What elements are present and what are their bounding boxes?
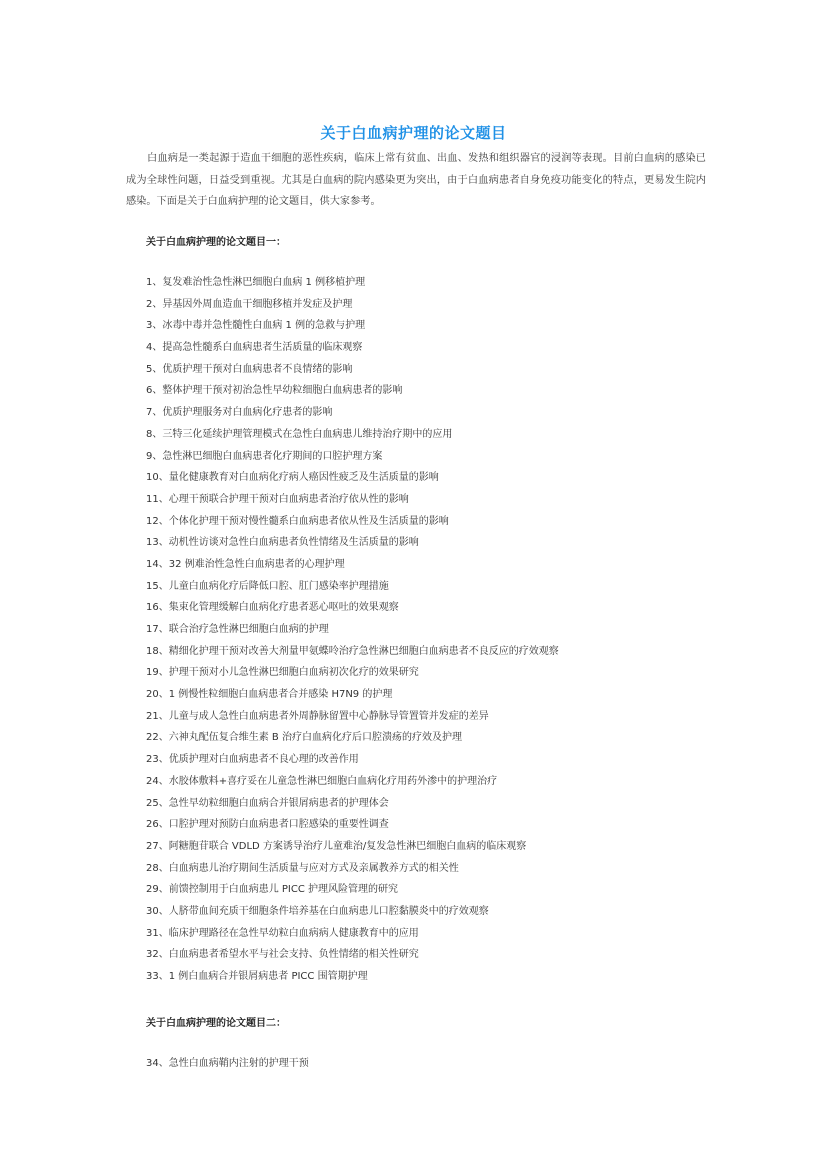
list-item: 27、阿糖胞苷联合 VDLD 方案诱导治疗儿童难治/复发急性淋巴细胞白血病的临床观察 [146, 840, 527, 852]
list-item: 20、1 例慢性粒细胞白血病患者合并感染 H7N9 的护理 [146, 689, 393, 701]
intro-paragraph: 白血病是一类起源于造血干细胞的恶性疾病，临床上常有贫血、出血、发热和组织器官的浸润等表现。目前白血病的感染已成为全球性问题，日益受到重视。尤其是白血病的院内感染更为突出，由于白血病患者自身免疫功能变化的特点，更易发生院内感染。下面是关于白血病护理的论文题目，供大家参考。 [126, 153, 706, 208]
list-item: 15、儿童白血病化疗后降低口腔、肛门感染率护理措施 [146, 580, 389, 592]
list-item: 32、白血病患者希望水平与社会支持、负性情绪的相关性研究 [146, 949, 419, 961]
section-heading-1: 关于白血病护理的论文题目一： [146, 237, 286, 248]
list-item: 23、优质护理对白血病患者不良心理的改善作用 [146, 754, 359, 766]
list-item: 24、水胶体敷料+喜疗妥在儿童急性淋巴细胞白血病化疗用药外渗中的护理治疗 [146, 775, 498, 787]
list-item: 25、急性早幼粒细胞白血病合并银屑病患者的护理体会 [146, 797, 389, 809]
list-item: 31、临床护理路径在急性早幼粒白血病病人健康教育中的应用 [146, 927, 419, 939]
list-item: 7、优质护理服务对白血病化疗患者的影响 [146, 407, 333, 419]
list-item: 4、提高急性髓系白血病患者生活质量的临床观察 [146, 342, 363, 354]
list-item: 3、冰毒中毒并急性髓性白血病 1 例的急救与护理 [146, 320, 366, 332]
list-item: 6、整体护理干预对初治急性早幼粒细胞白血病患者的影响 [146, 385, 403, 397]
list-item: 1、复发难治性急性淋巴细胞白血病 1 例移植护理 [146, 277, 366, 288]
list-item: 14、32 例难治性急性白血病患者的心理护理 [146, 558, 345, 570]
list-item: 21、儿童与成人急性白血病患者外周静脉留置中心静脉导管置管并发症的差异 [146, 710, 489, 722]
list-item: 29、前馈控制用于白血病患儿 PICC 护理风险管理的研究 [146, 884, 399, 896]
list-item: 11、心理干预联合护理干预对白血病患者治疗依从性的影响 [146, 493, 409, 505]
list-item: 13、动机性访谈对急性白血病患者负性情绪及生活质量的影响 [146, 537, 419, 549]
list-item: 8、三特三化延续护理管理模式在急性白血病患儿维持治疗期中的应用 [146, 428, 453, 440]
page-title: 关于白血病护理的论文题目 [320, 124, 507, 142]
list-item: 26、口腔护理对预防白血病患者口腔感染的重要性调查 [146, 819, 389, 831]
list-item: 12、个体化护理干预对慢性髓系白血病患者依从性及生活质量的影响 [146, 515, 449, 527]
list-item: 22、六神丸配伍复合维生素 B 治疗白血病化疗后口腔溃疡的疗效及护理 [146, 732, 462, 744]
list-item: 28、白血病患儿治疗期间生活质量与应对方式及亲属教养方式的相关性 [146, 862, 459, 874]
list-item: 5、优质护理干预对白血病患者不良情绪的影响 [146, 363, 353, 375]
list-item: 10、量化健康教育对白血病化疗病人癌因性疲乏及生活质量的影响 [146, 472, 439, 484]
list-item: 18、精细化护理干预对改善大剂量甲氨蝶呤治疗急性淋巴细胞白血病患者不良反应的疗效观察 [146, 645, 559, 657]
list-item: 17、联合治疗急性淋巴细胞白血病的护理 [146, 624, 329, 635]
list-item: 30、人脐带血间充质干细胞条件培养基在白血病患儿口腔黏膜炎中的疗效观察 [146, 905, 489, 917]
list-item: 16、集束化管理缓解白血病化疗患者恶心呕吐的效果观察 [146, 602, 399, 614]
list-item: 33、1 例白血病合并银屑病患者 PICC 围管期护理 [146, 971, 368, 982]
list-item: 2、异基因外周血造血干细胞移植并发症及护理 [146, 298, 353, 310]
list-item: 34、急性白血病鞘内注射的护理干预 [146, 1058, 309, 1069]
topic-list-1 [146, 272, 559, 988]
section-heading-2: 关于白血病护理的论文题目二： [146, 1018, 286, 1029]
topic-list-2 [146, 1053, 309, 1075]
list-item: 9、急性淋巴细胞白血病患者化疗期间的口腔护理方案 [146, 450, 383, 462]
list-item: 19、护理干预对小儿急性淋巴细胞白血病初次化疗的效果研究 [146, 667, 419, 679]
